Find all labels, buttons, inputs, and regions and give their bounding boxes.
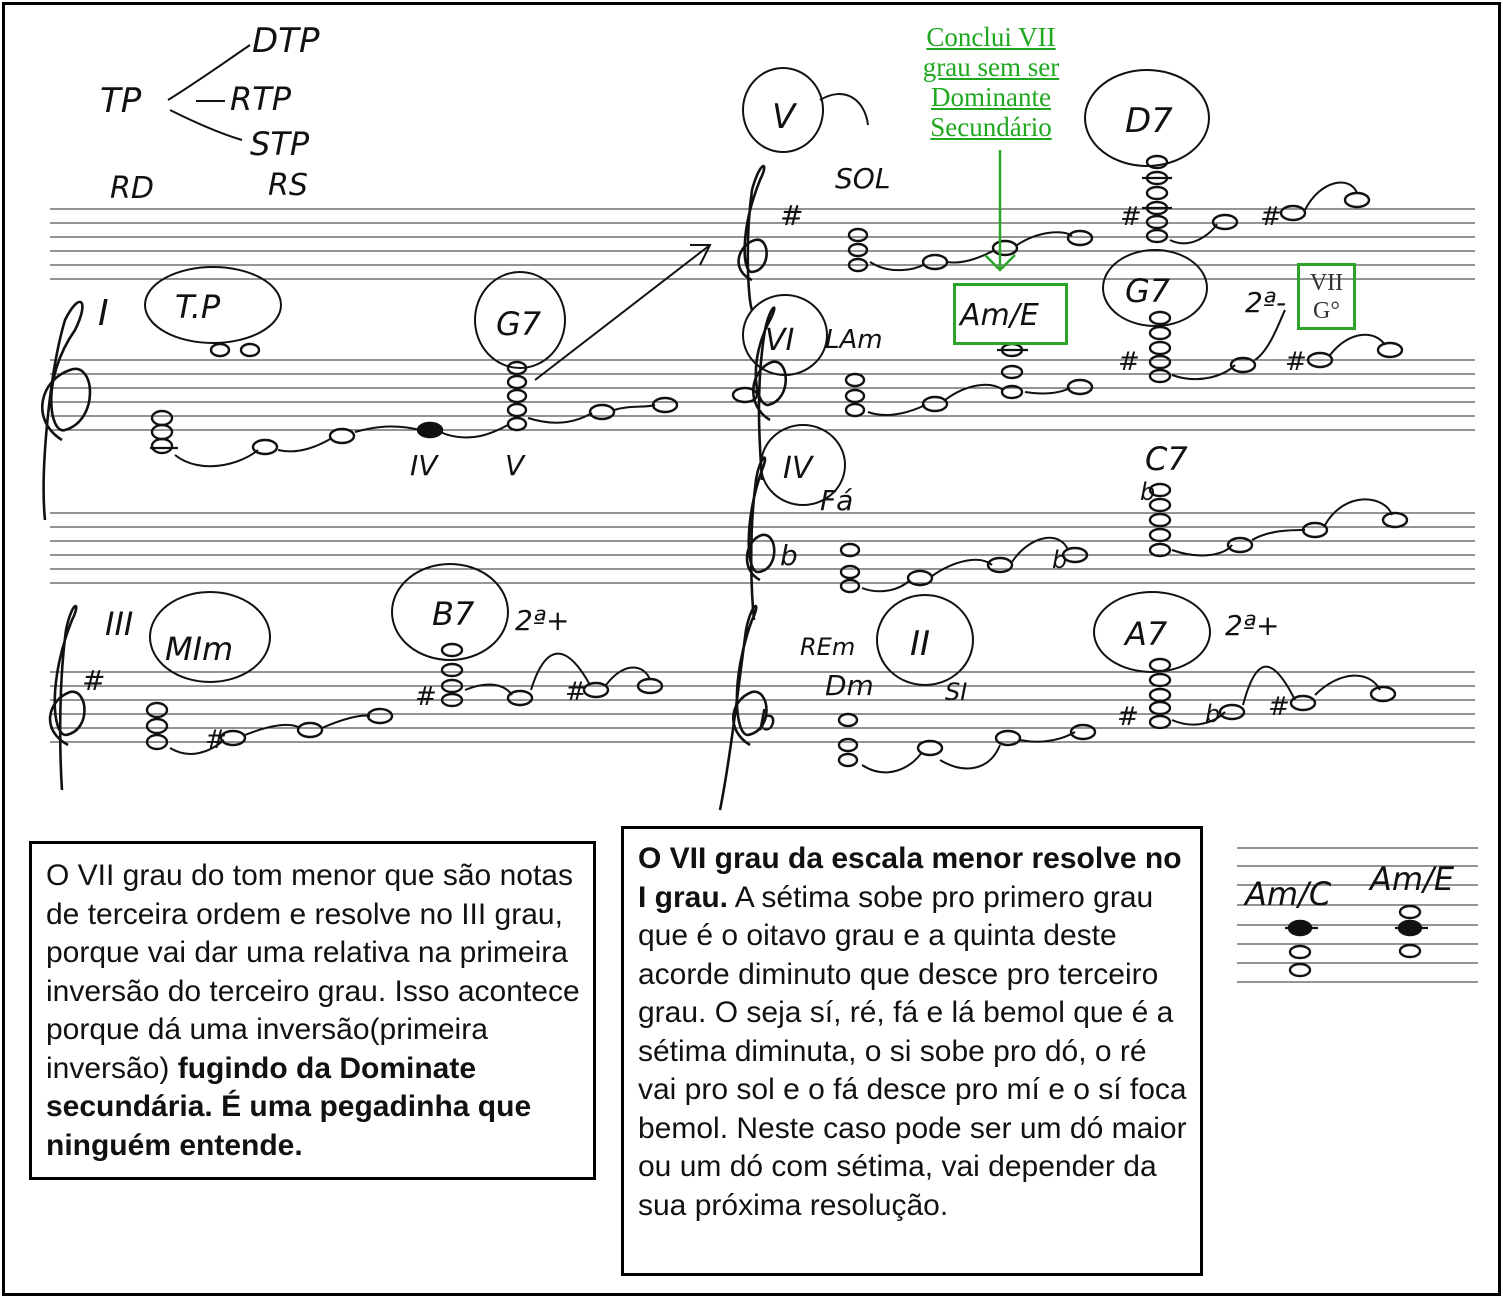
label-am-e-small: Am/E: [1370, 860, 1455, 898]
label-iv-below: IV: [410, 449, 438, 482]
svg-text:#: #: [1118, 347, 1140, 377]
label-mim: MIm: [165, 630, 234, 668]
label-b7: B7: [432, 595, 475, 633]
green-annotation-line-1: Conclui VII: [926, 22, 1056, 52]
svg-text:#: #: [205, 725, 227, 755]
accidentals: [82, 178, 1428, 928]
svg-text:#: #: [1285, 347, 1307, 377]
explanation-box-right: [621, 826, 1203, 1276]
svg-text:b: b: [780, 539, 798, 572]
label-stp: STP: [250, 125, 310, 163]
svg-text:#: #: [1268, 692, 1290, 722]
svg-text:b: b: [1140, 478, 1156, 506]
label-am-e: Am/E: [960, 298, 1039, 333]
explanation-box-left: [29, 841, 596, 1180]
green-annotation-line-2: grau sem ser: [922, 52, 1060, 82]
label-c7: C7: [1145, 440, 1188, 478]
explanation-left-text: O VII grau do tom menor que são notas de terceira ordem e resolve no III grau, porque vai dar uma relativa na primeira inversão do terceiro grau. Isso acontece porque dá uma inversão(primeira inversão): [46, 859, 580, 1085]
label-rtp: RTP: [230, 80, 292, 118]
explanation-left-bold: fugindo da Dominate secundária. É uma pegadinha que ninguém entende.: [46, 1051, 532, 1162]
vii-highlight-box: [1297, 263, 1356, 330]
label-vi-circle: VI: [765, 323, 795, 358]
label-ii-circle: II: [910, 624, 931, 664]
label-rd: RD: [110, 171, 154, 206]
svg-text:#: #: [780, 199, 804, 232]
green-annotation-line-4: Secundário: [930, 112, 1052, 142]
label-fa: Fá: [820, 484, 854, 517]
label-second-plus-right: 2ª+: [1225, 609, 1280, 642]
label-rem: REm: [800, 633, 856, 661]
label-dm: Dm: [825, 669, 874, 702]
explanation-right-bold: O VII grau da escala menor resolve no I grau.: [638, 842, 1182, 914]
label-si: SI: [945, 678, 968, 706]
label-rs: RS: [268, 168, 308, 203]
label-sol: SOL: [835, 162, 891, 195]
svg-text:b: b: [1052, 546, 1068, 574]
label-d7: D7: [1125, 101, 1173, 141]
handwritten-labels: [98, 21, 1455, 913]
label-iii: III: [105, 605, 134, 643]
label-second-plus-left: 2ª+: [515, 604, 570, 637]
am-e-highlight-box: [953, 283, 1068, 345]
label-a7: A7: [1125, 615, 1168, 653]
green-annotation: [906, 22, 1076, 142]
label-g7-left: G7: [496, 305, 542, 343]
svg-text:#: #: [1117, 702, 1139, 732]
label-lam: LAm: [825, 325, 883, 355]
label-iv-circle: IV: [783, 451, 813, 486]
svg-text:#: #: [82, 664, 106, 697]
svg-text:#: #: [415, 682, 437, 712]
label-v-circle: V: [772, 97, 796, 137]
svg-text:#: #: [1120, 202, 1142, 232]
label-second-minus: 2ª-: [1245, 286, 1287, 319]
label-tp-circle: T.P: [175, 288, 221, 326]
svg-text:b: b: [758, 704, 776, 737]
label-roman-i: I: [98, 293, 109, 334]
label-tp: TP: [100, 81, 142, 121]
explanation-right-text: A sétima sobe pro primero grau que é o oitavo grau e a quinta deste acorde diminuto que desce pro terceiro grau. O seja sí, ré, fá e lá bemol que é a sétima diminuta, o si sobe pro dó, o ré vai pro sol e o fá desce pro mí e o sí foca bemol. Neste caso pode ser um dó maior ou um dó com sétima, vai depender da sua próxima resolução.: [638, 880, 1187, 1222]
g-dim-label: G°: [1313, 298, 1340, 324]
svg-text:#: #: [565, 677, 587, 707]
label-v-below: V: [505, 449, 525, 482]
svg-text:#: #: [1260, 202, 1282, 232]
green-annotation-line-3: Dominante: [931, 82, 1051, 112]
svg-text:b: b: [1205, 700, 1221, 728]
label-g7-mid: G7: [1125, 272, 1171, 310]
vii-label: VII: [1309, 270, 1344, 296]
label-am-c: Am/C: [1245, 875, 1332, 913]
label-dtp: DTP: [252, 21, 320, 61]
